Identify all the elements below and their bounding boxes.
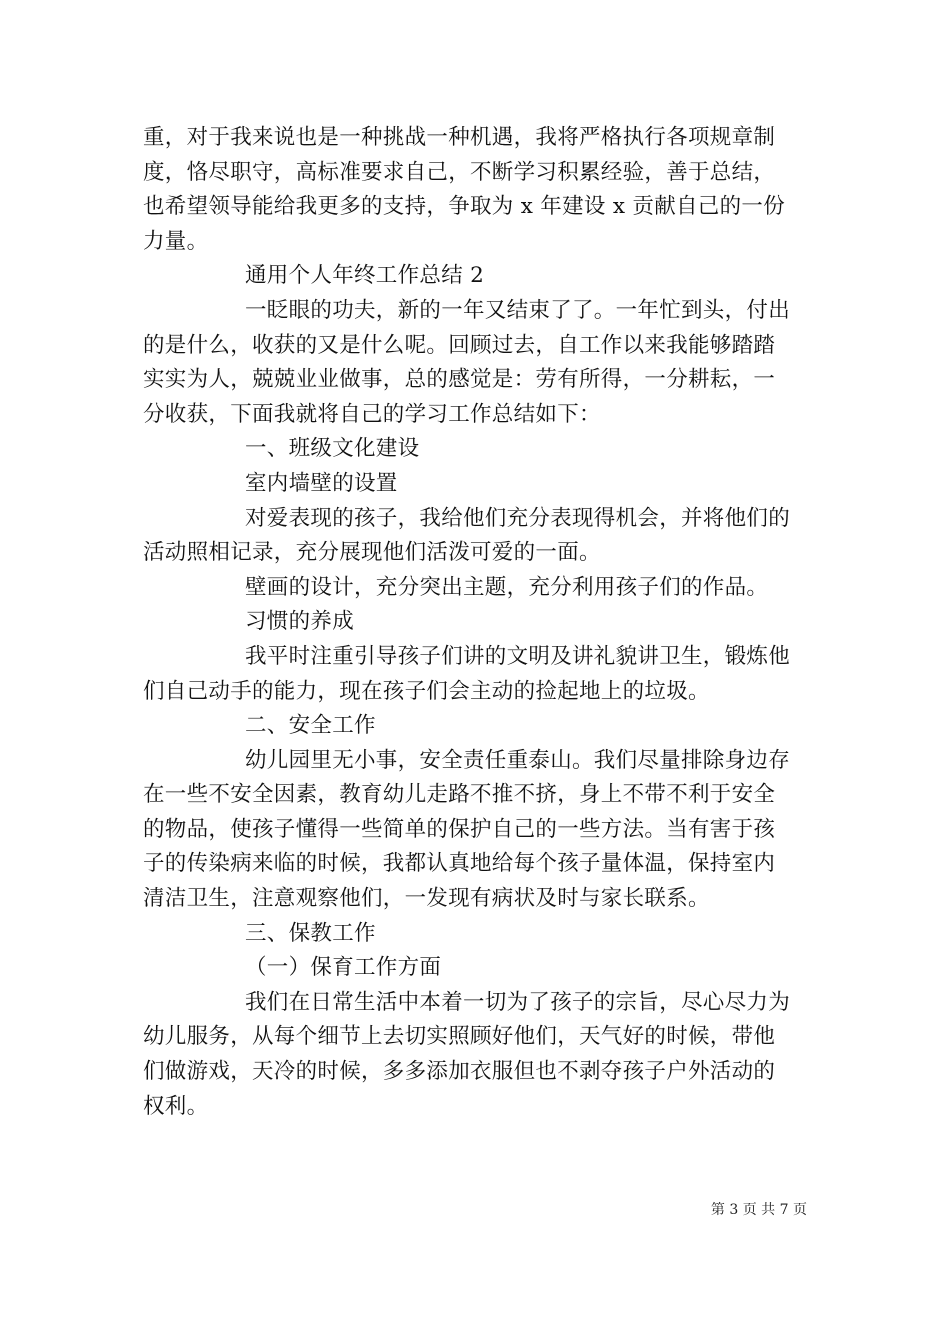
- text-line: 幼儿园里无小事，安全责任重泰山。我们尽量排除身边存: [245, 747, 791, 773]
- text-line: 度，恪尽职守，高标准要求自己，不断学习积累经验，善于总结，: [143, 159, 776, 185]
- text-line: 室内墙壁的设置: [245, 470, 398, 496]
- text-lines: [143, 121, 807, 1124]
- text-line: 重，对于我来说也是一种挑战一种机遇，我将严格执行各项规章制: [143, 125, 776, 150]
- text-line: 的物品，使孩子懂得一些简单的保护自己的一些方法。当有害于孩: [143, 816, 776, 842]
- text-line: 们自己动手的能力，现在孩子们会主动的捡起地上的垃圾。: [143, 678, 710, 704]
- text-line: （一）保育工作方面: [245, 955, 442, 981]
- text-line: 对爱表现的孩子，我给他们充分表现得机会，并将他们的: [245, 505, 791, 531]
- text-line: 一、班级文化建设: [245, 436, 420, 462]
- text-line: 实实为人，兢兢业业做事，总的感觉是：劳有所得，一分耕耘，一: [143, 367, 776, 393]
- text-line: 在一些不安全因素，教育幼儿走路不推不挤，身上不带不利于安全: [143, 782, 776, 808]
- text-line: 的是什么，收获的又是什么呢。回顾过去，自工作以来我能够踏踏: [143, 332, 776, 358]
- text-line: 一眨眼的功夫，新的一年又结束了了。一年忙到头，付出: [245, 297, 791, 323]
- text-line: 三、保教工作: [245, 920, 376, 946]
- text-line: 也希望领导能给我更多的支持，争取为 x 年建设 x 贡献自己的一份: [143, 194, 785, 220]
- text-line: 我平时注重引导孩子们讲的文明及讲礼貌讲卫生，锻炼他: [245, 643, 791, 669]
- text-line: 分收获，下面我就将自己的学习工作总结如下：: [143, 401, 601, 427]
- document-body: [143, 121, 807, 1124]
- text-line: 壁画的设计，充分突出主题，充分利用孩子们的作品。: [245, 574, 769, 600]
- text-line: 幼儿服务，从每个细节上去切实照顾好他们，天气好的时候，带他: [143, 1024, 776, 1050]
- text-line: 们做游戏，天冷的时候，多多添加衣服但也不剥夺孩子户外活动的: [143, 1059, 776, 1085]
- text-line: 权利。: [143, 1093, 209, 1119]
- text-line: 习惯的养成: [245, 609, 355, 635]
- text-line: 活动照相记录，充分展现他们活泼可爱的一面。: [143, 540, 601, 566]
- text-line: 清洁卫生，注意观察他们，一发现有病状及时与家长联系。: [143, 886, 710, 912]
- text-line: 二、安全工作: [245, 713, 376, 739]
- text-line: 子的传染病来临的时候，我都认真地给每个孩子量体温，保持室内: [143, 851, 776, 877]
- text-line: 通用个人年终工作总结 2: [245, 263, 485, 289]
- page-number: 第 3 页 共 7 页: [710, 1202, 807, 1218]
- text-line: 力量。: [143, 228, 209, 254]
- text-line: 我们在日常生活中本着一切为了孩子的宗旨，尽心尽力为: [245, 989, 791, 1015]
